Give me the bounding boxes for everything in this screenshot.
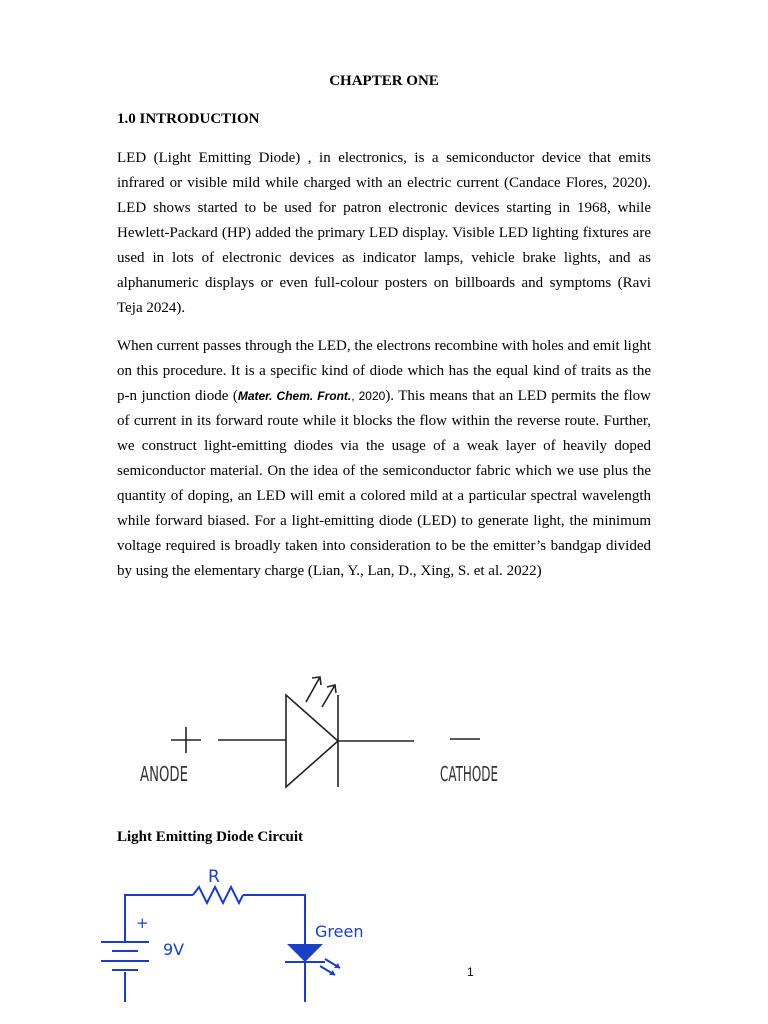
diode-triangle (286, 695, 338, 787)
battery-voltage-label: 9V (163, 940, 185, 959)
led-circuit-diagram (95, 862, 375, 1007)
anode-label: ANODE (140, 762, 188, 786)
intro-paragraph-1: LED (Light Emitting Diode) , in electronics, is a semiconductor device that emits infrared or visible mild while charged with an electric current (Candace Flores, 2020). LED shows started to be used for patron electronic devices starting in 1968, while Hewlett-Packard (HP) added the primary LED display. Visible LED lighting fixtures are used in lots of electronic devices as indicator lamps, vehicle brake lights, and as alphanumeric displays or even full-colour posters on billboards and symptoms (Ravi Teja 2024). (117, 150, 651, 316)
led-triangle (287, 944, 323, 962)
resistor-label: R (208, 867, 220, 887)
right-top-wire (243, 895, 305, 944)
led-symbol-diagram (140, 665, 520, 800)
journal-year: , 2020 (351, 389, 386, 403)
paragraph-2-text-b: ). This means that an LED permits the flow of current in its forward route while it blocks the flow within the reverse route. Further, we construct light-emitting diodes via the usage of a weak layer of heavily doped semiconductor material. On the idea of the semiconductor fabric which we use plus the quantity of doping, an LED will emit a colored mild at a particular spectral wavelength while forward biased. For a light-emitting diode (LED) to generate light, the minimum voltage required is broadly taken into consideration to be the emitter’s bandgap divided by using the elementary charge (Lian, Y., Lan, D., Xing, S. et al. 2022) (117, 388, 651, 579)
figure-caption: Light Emitting Diode Circuit (117, 829, 303, 845)
page-number: 1 (467, 965, 474, 979)
journal-citation (238, 389, 385, 403)
cathode-label: CATHODE (440, 762, 498, 786)
paragraph-2-text-a: When current passes through the LED, the electrons recombine with holes and emit light on this procedure. It is a specific kind of diode which has the equal kind of traits as the p-n junction diode ( (117, 338, 651, 404)
chapter-title: CHAPTER ONE (329, 73, 439, 89)
emission-arrow-1 (306, 677, 320, 702)
emission-arrow-2 (322, 685, 335, 707)
intro-paragraph-2 (117, 334, 651, 584)
resistor-zigzag (193, 887, 243, 903)
battery-plus-sign: + (136, 914, 149, 932)
led-color-label: Green (315, 922, 364, 941)
journal-name: Mater. Chem. Front. (237, 389, 352, 403)
section-heading: 1.0 INTRODUCTION (117, 111, 260, 127)
